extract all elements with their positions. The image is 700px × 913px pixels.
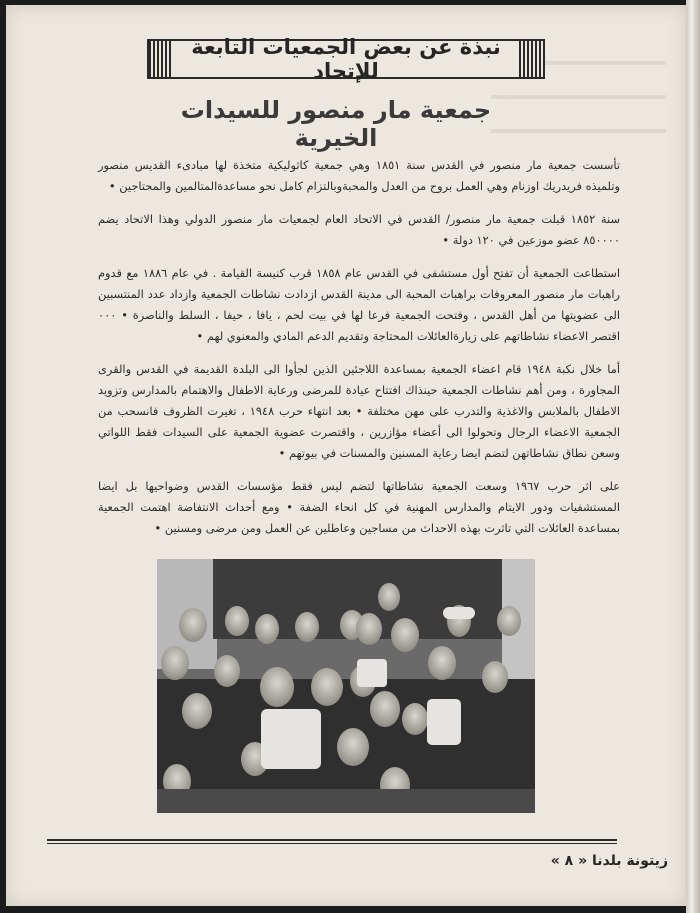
footer-rule-thin: [47, 843, 617, 844]
paragraph-4: أما خلال نكبة ١٩٤٨ قام اعضاء الجمعية بمساعدة اللاجئين الذين لجأوا الى البلدة القديمة في القدس والقرى المجاورة ، ومن أهم نشاطات الجمعية حينذاك افتتاح عيادة للمرضى ورعاية الاطفال والاهتمام بالمدارس وتزويد الاطفال بالملابس والاغذية والتدرب على مهن مختلفة • بعد انتهاء حرب ١٩٤٨ ، تغيرت الظروف فانسحب من الجمعية الاعضاء الرجال وتحولوا الى أعضاء مؤازرين ، واقتصرت عضوية الجمعية على السيدات فقط اللواتي وسعن نطاق نشاطاتهن لتضم ايضا رعاية المسنين والمسنات في بيوتهم •: [98, 362, 621, 460]
group-photo-image: [157, 559, 535, 813]
section-header-title: نبذة عن بعض الجمعيات التابعة للإتحاد: [191, 35, 501, 83]
group-photo: [157, 559, 535, 813]
section-header-box: [147, 35, 545, 83]
paragraph-5: على اثر حرب ١٩٦٧ وسعت الجمعية نشاطاتها لتضم ليس فقط مؤسسات القدس وضواحيها بل ايضا المستشفيات ودور الايتام والمدارس المهنية في كل انحاء الضفة • ومع أحداث الانتفاضة اهتمت الجمعية بمساعدة العائلات التي تاثرت بهذه الاحداث من مساجين وعاطلين عن العمل ومن مرضى ومسنين •: [98, 479, 621, 535]
page: [6, 5, 686, 906]
header-hatch-right: [519, 41, 543, 77]
header-hatch-left: [149, 41, 173, 77]
article-title: جمعية مار منصور للسيدات الخيرية: [180, 96, 492, 152]
paragraph-3: استطاعت الجمعية أن تفتح أول مستشفى في القدس عام ١٨٥٨ قرب كنيسة القيامة . في عام ١٨٨٦ مع قدوم راهبات مار منصور المعروفات براهبات المحبة الى مدينة القدس ازدادت نشاطات الجمعية وازداد عدد المنتسبين الى عضويتها من أهل القدس ، وفتحت الجمعية فرعا لها في بيت لحم ، يافا ، حيفا ، السلط والناصرة • ٠٠٠ اقتصر الاعضاء نشاطاتهم على زيارةالعائلات المحتاجة وتقديم الدعم المادي والمعنوي لهم •: [98, 266, 620, 343]
article-body: [98, 155, 620, 551]
paragraph-1: تأسست جمعية مار منصور في القدس سنة ١٨٥١ وهي جمعية كاثوليكية متخذة لها مبادىء القديس منصور وتلميذه فريدريك اوزنام وهي العمل بروح من العدل والمحبةوبالتزام كامل نحو مساعدةالمتالمين والمحتاجين •: [98, 158, 620, 193]
paragraph-2: سنة ١٨٥٢ قبلت جمعية مار منصور/ القدس في الاتحاد العام لجمعيات مار منصور الدولي وهذا الاتحاد يضم ٨٥٠٠٠٠ عضو موزعين في ١٢٠ دولة •: [98, 212, 621, 247]
page-edge: [686, 0, 700, 913]
footer-page-label: زيتونة بلدنا « ٨ »: [550, 853, 668, 869]
footer-rule: [47, 839, 617, 841]
